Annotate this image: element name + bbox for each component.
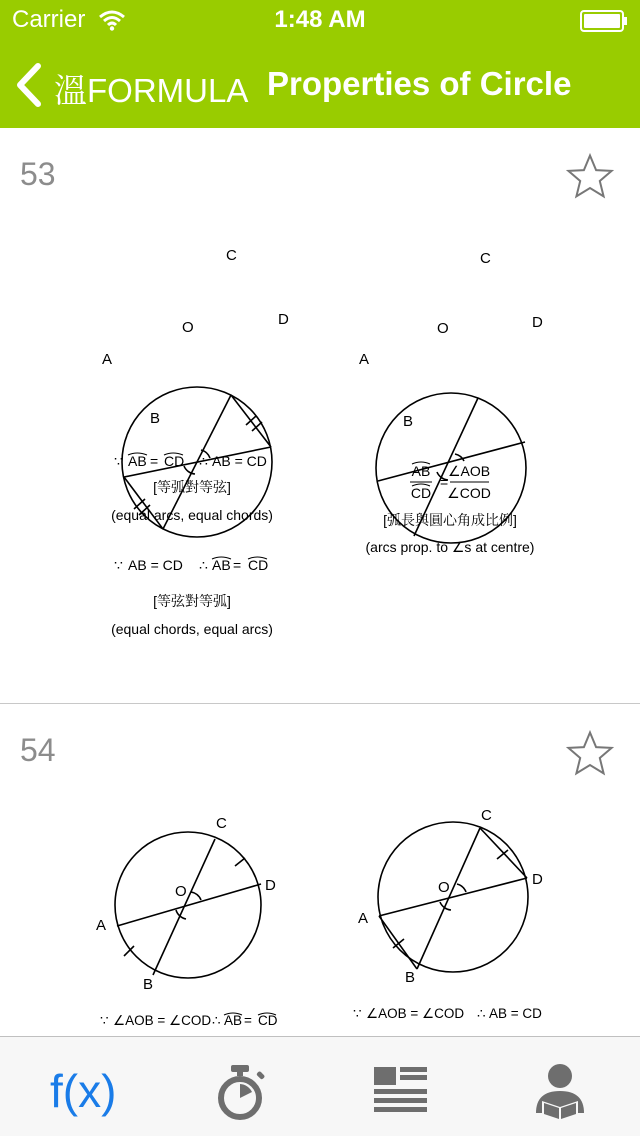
arc-ab: AB bbox=[128, 453, 147, 469]
label-d: D bbox=[532, 871, 543, 888]
angle-equality: ∠AOB = ∠COD bbox=[113, 1013, 212, 1028]
equals-sign: = bbox=[440, 474, 449, 490]
card-54-figures bbox=[0, 704, 640, 1036]
rule-name-zh: [弧長與圓心角成比例] bbox=[383, 512, 517, 528]
formula-card-53 bbox=[0, 128, 640, 704]
tab-timer[interactable] bbox=[160, 1037, 320, 1136]
list-icon bbox=[320, 1037, 480, 1136]
label-c: C bbox=[481, 807, 492, 824]
fraction-arc-ab: AB bbox=[411, 463, 431, 479]
label-a: A bbox=[358, 910, 369, 927]
page-title: Properties of Circle bbox=[267, 65, 572, 102]
card-53-figures bbox=[0, 128, 640, 704]
because-symbol: ∵ bbox=[353, 1006, 362, 1021]
equals-sign: = bbox=[244, 1013, 252, 1028]
rule-name-en: (equal chords, equal arcs) bbox=[111, 621, 273, 637]
label-a: A bbox=[96, 917, 107, 934]
therefore-symbol: ∴ bbox=[199, 557, 208, 573]
therefore-symbol: ∴ bbox=[477, 1006, 486, 1021]
arc-cd: CD bbox=[164, 453, 185, 469]
arc-cd: CD bbox=[248, 557, 269, 573]
formula-list[interactable] bbox=[0, 128, 640, 1036]
reader-icon bbox=[480, 1037, 640, 1136]
arc-ab: AB bbox=[224, 1013, 243, 1028]
label-c: C bbox=[226, 247, 237, 264]
fraction-angle-aob: ∠AOB bbox=[447, 463, 491, 479]
tab-bar bbox=[0, 1036, 640, 1136]
label-o: O bbox=[182, 319, 194, 336]
battery-icon bbox=[580, 10, 628, 32]
label-b: B bbox=[403, 413, 414, 430]
header bbox=[0, 0, 640, 128]
rule-name-zh: [等弦對等弧] bbox=[153, 593, 231, 609]
label-b: B bbox=[150, 410, 161, 427]
label-o: O bbox=[437, 320, 449, 337]
because-symbol: ∵ bbox=[114, 453, 123, 469]
function-icon bbox=[0, 1037, 160, 1136]
label-c: C bbox=[216, 815, 227, 832]
therefore-symbol: ∴ bbox=[212, 1013, 221, 1028]
label-b: B bbox=[405, 969, 416, 986]
arc-cd: CD bbox=[258, 1013, 278, 1028]
circle-diagram-right bbox=[378, 822, 528, 972]
nav-bar bbox=[0, 40, 640, 128]
label-d: D bbox=[278, 311, 289, 328]
app-name: 溫FORMULA bbox=[54, 72, 249, 109]
because-symbol: ∵ bbox=[100, 1013, 109, 1028]
equals-sign: = bbox=[233, 557, 242, 573]
circle-diagram-left bbox=[115, 832, 261, 978]
chord-equality: AB = CD bbox=[212, 453, 267, 469]
rule-name-en: (equal arcs, equal chords) bbox=[111, 507, 273, 523]
label-a: A bbox=[359, 351, 370, 368]
tab-list[interactable] bbox=[320, 1037, 480, 1136]
label-d: D bbox=[532, 314, 543, 331]
label-o: O bbox=[175, 883, 187, 900]
formula-card-54 bbox=[0, 704, 640, 1036]
therefore-symbol: ∴ bbox=[199, 453, 208, 469]
chord-equality: AB = CD bbox=[128, 557, 183, 573]
formula-number: 53 bbox=[20, 156, 56, 192]
label-d: D bbox=[265, 877, 276, 894]
label-b: B bbox=[143, 976, 154, 993]
label-c: C bbox=[480, 250, 491, 267]
angle-equality: ∠AOB = ∠COD bbox=[366, 1006, 465, 1021]
fraction-arc-cd: CD bbox=[410, 485, 432, 501]
label-o: O bbox=[438, 879, 450, 896]
formula-number: 54 bbox=[20, 732, 56, 768]
equals-sign: = bbox=[150, 453, 159, 469]
status-bar bbox=[0, 0, 640, 40]
tab-formula[interactable] bbox=[0, 1037, 160, 1136]
carrier-label: Carrier bbox=[12, 6, 86, 33]
stopwatch-icon bbox=[160, 1037, 320, 1136]
arc-ab: AB bbox=[212, 557, 231, 573]
chord-equality: AB = CD bbox=[489, 1006, 542, 1021]
tab-profile[interactable] bbox=[480, 1037, 640, 1136]
status-time: 1:48 AM bbox=[274, 6, 366, 33]
rule-name-zh: [等弧對等弦] bbox=[153, 479, 231, 495]
rule-name-en: (arcs prop. to ∠s at centre) bbox=[365, 539, 535, 555]
back-chevron-icon[interactable] bbox=[10, 62, 50, 108]
label-a: A bbox=[102, 351, 113, 368]
because-symbol: ∵ bbox=[114, 557, 123, 573]
tab-formula-label: f(x) bbox=[50, 1065, 117, 1117]
fraction-angle-cod: ∠COD bbox=[447, 485, 491, 501]
